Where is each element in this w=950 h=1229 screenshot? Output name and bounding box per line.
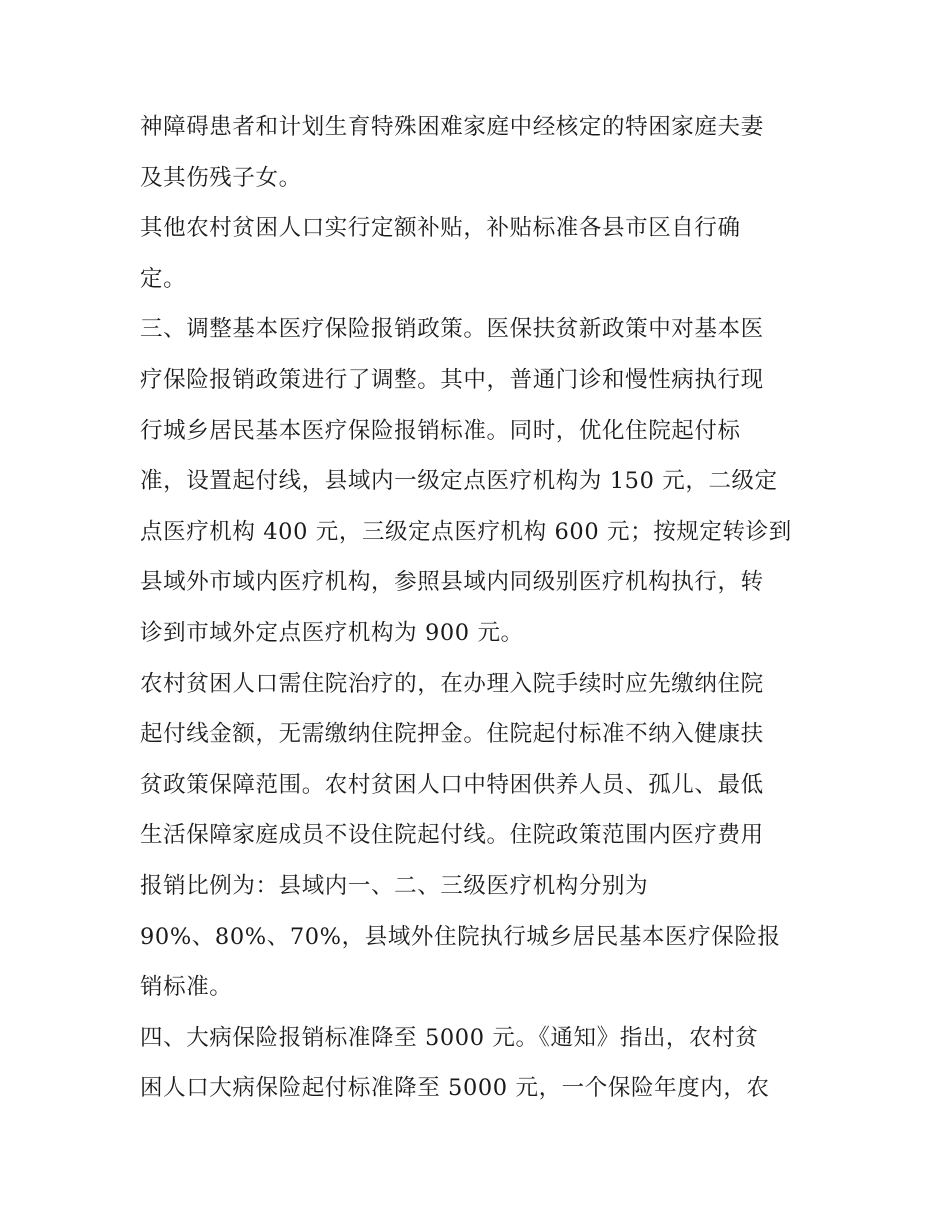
- text-line: 行城乡居民基本医疗保险报销标准。同时，优化住院起付标: [140, 417, 741, 444]
- text-line: 诊到市域外定点医疗机构为 900 元。: [140, 619, 524, 646]
- text-line: 定。: [140, 265, 187, 292]
- text-line: 农村贫困人口需住院治疗的，在办理入院手续时应先缴纳住院: [140, 670, 764, 697]
- text-line: 其他农村贫困人口实行定额补贴，补贴标准各县市区自行确: [140, 215, 741, 242]
- text-line: 点医疗机构 400 元，三级定点医疗机构 600 元；按规定转诊到: [140, 518, 792, 545]
- text-line: 疗保险报销政策进行了调整。其中，普通门诊和慢性病执行现: [140, 366, 764, 393]
- text-line: 贫政策保障范围。农村贫困人口中特困供养人员、孤儿、最低: [140, 771, 764, 798]
- text-line: 报销比例为：县域内一、二、三级医疗机构分别为: [140, 872, 649, 899]
- text-line: 销标准。: [140, 974, 233, 1001]
- text-line: 及其伤残子女。: [140, 164, 302, 191]
- text-line: 四、大病保险报销标准降至 5000 元。《通知》指出，农村贫: [140, 1024, 759, 1051]
- text-line: 困人口大病保险起付标准降至 5000 元，一个保险年度内，农: [140, 1075, 770, 1102]
- text-line: 准，设置起付线，县域内一级定点医疗机构为 150 元，二级定: [140, 468, 778, 495]
- text-line: 生活保障家庭成员不设住院起付线。住院政策范围内医疗费用: [140, 822, 764, 849]
- document-body: [140, 102, 830, 1114]
- text-line: 起付线金额，无需缴纳住院押金。住院起付标准不纳入健康扶: [140, 721, 764, 748]
- text-line: 90%、80%、70%，县域外住院执行城乡居民基本医疗保险报: [140, 923, 781, 950]
- text-line: 县域外市域内医疗机构，参照县域内同级别医疗机构执行，转: [140, 569, 764, 596]
- text-line: 神障碍患者和计划生育特殊困难家庭中经核定的特困家庭夫妻: [140, 114, 764, 140]
- text-line: 三、调整基本医疗保险报销政策。医保扶贫新政策中对基本医: [140, 316, 764, 343]
